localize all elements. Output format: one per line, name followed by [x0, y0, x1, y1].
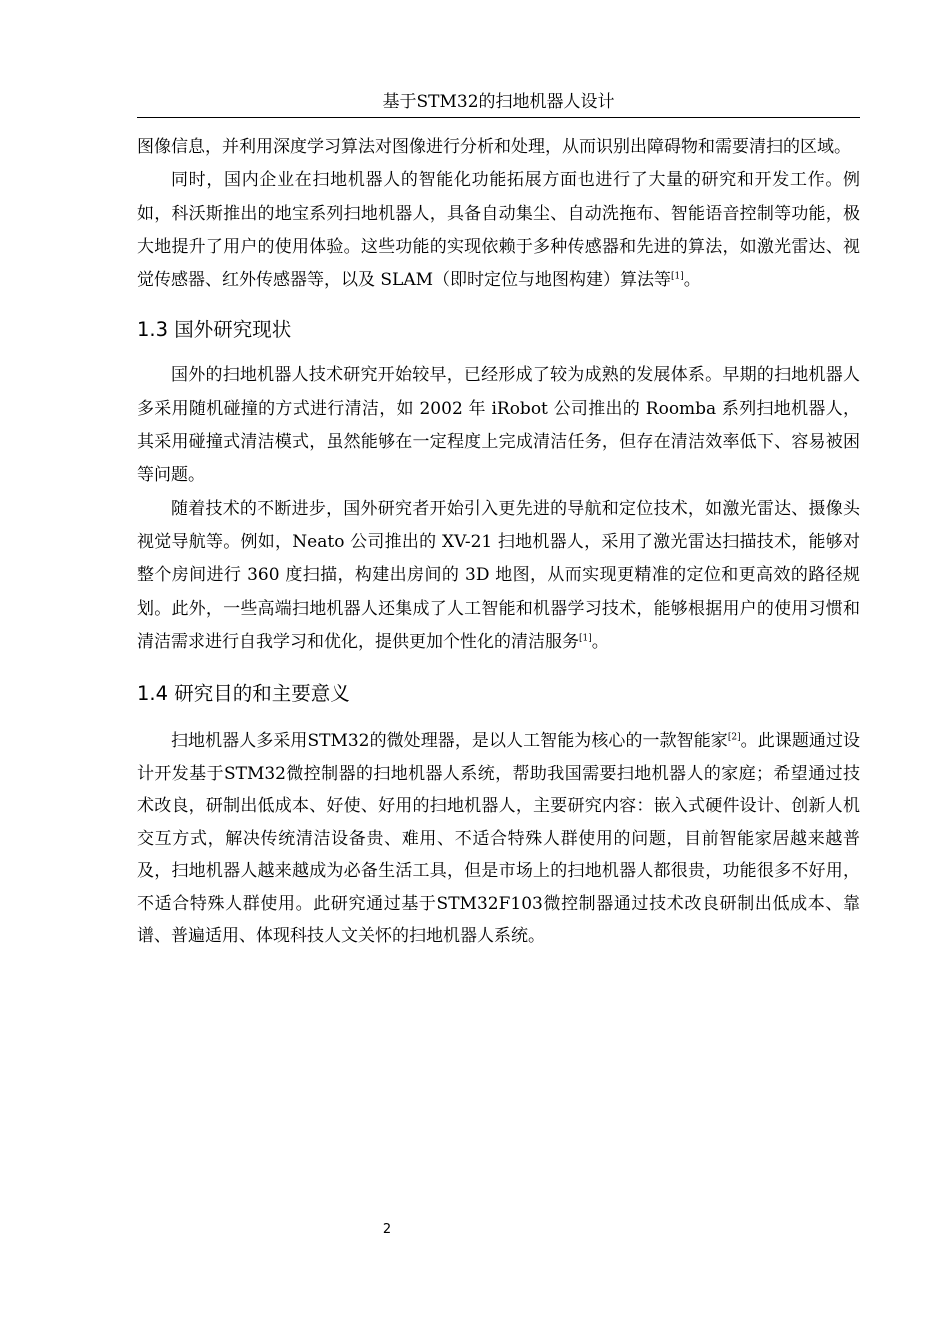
paragraph-end: 。: [591, 631, 609, 652]
section-1-4: [137, 679, 860, 953]
paragraph-text: 扫地机器人多采用STM32的微处理器，是以人工智能为核心的一款智能家: [171, 731, 728, 752]
intro-paragraph-2: [137, 164, 860, 297]
page-body: [137, 131, 860, 953]
section-heading-1-3: 1.3 国外研究现状: [137, 318, 292, 342]
citation-ref: [1]: [671, 271, 684, 282]
paragraph-text: 随着技术的不断进步，国外研究者开始引入更先进的导航和定位技术，如激光雷达、摄像头视觉导航等。例如，Neato 公司推出的 XV-21 扫地机器人，采用了激光雷达扫描技术，能够对整个房间进行 360 度扫描，构建出房间的 3D 地图，从而实现更精准的定位和更高效的路径规划。此外，一些高端扫地机器人还集成了人工智能和机器学习技术，能够根据用户的使用习惯和清洁需求进行自我学习和优化，提供更加个性化的清洁服务: [137, 498, 860, 652]
running-header: 基于STM32的扫地机器人设计: [382, 92, 615, 112]
page-number: 2: [382, 1222, 392, 1237]
section-1-3-paragraph-2: [137, 493, 860, 659]
section-heading-1-4: 1.4 研究目的和主要意义: [137, 682, 350, 706]
paragraph-text: 同时，国内企业在扫地机器人的智能化功能拓展方面也进行了大量的研究和开发工作。例如，科沃斯推出的地宝系列扫地机器人，具备自动集尘、自动洗拖布、智能语音控制等功能，极大地提升了用户的使用体验。这些功能的实现依赖于多种传感器和先进的算法，如激光雷达、视觉传感器、红外传感器等，以及 SLAM（即时定位与地图构建）算法等: [137, 170, 860, 291]
citation-ref: [2]: [727, 732, 741, 743]
header-rule: [137, 117, 860, 118]
paragraph-end: 。: [683, 270, 701, 291]
intro-paragraph-1: 图像信息，并利用深度学习算法对图像进行分析和处理，从而识别出障碍物和需要清扫的区域。: [137, 137, 851, 157]
citation-ref: [1]: [579, 633, 592, 644]
paragraph-text-continued: 。此课题通过设计开发基于STM32微控制器的扫地机器人系统，帮助我国需要扫地机器人的家庭；希望通过技术改良，研制出低成本、好使、好用的扫地机器人，主要研究内容：嵌入式硬件设计、创新人机交互方式，解决传统清洁设备贵、难用、不适合特殊人群使用的问题，目前智能家居越来越普及，扫地机器人越来越成为必备生活工具，但是市场上的扫地机器人都很贵，功能很多不好用，不适合特殊人群使用。此研究通过基于STM32F103微控制器通过技术改良研制出低成本、靠谱、普遍适用、体现科技人文关怀的扫地机器人系统。: [137, 731, 860, 947]
section-1-4-paragraph-1: [137, 725, 860, 953]
section-1-3-paragraph-1: 国外的扫地机器人技术研究开始较早，已经形成了较为成熟的发展体系。早期的扫地机器人多采用随机碰撞的方式进行清洁，如 2002 年 iRobot 公司推出的 Roomba 系列扫地机器人，其采用碰撞式清洁模式，虽然能够在一定程度上完成清洁任务，但存在清洁效率低下、容易被困等问题。: [137, 365, 860, 486]
